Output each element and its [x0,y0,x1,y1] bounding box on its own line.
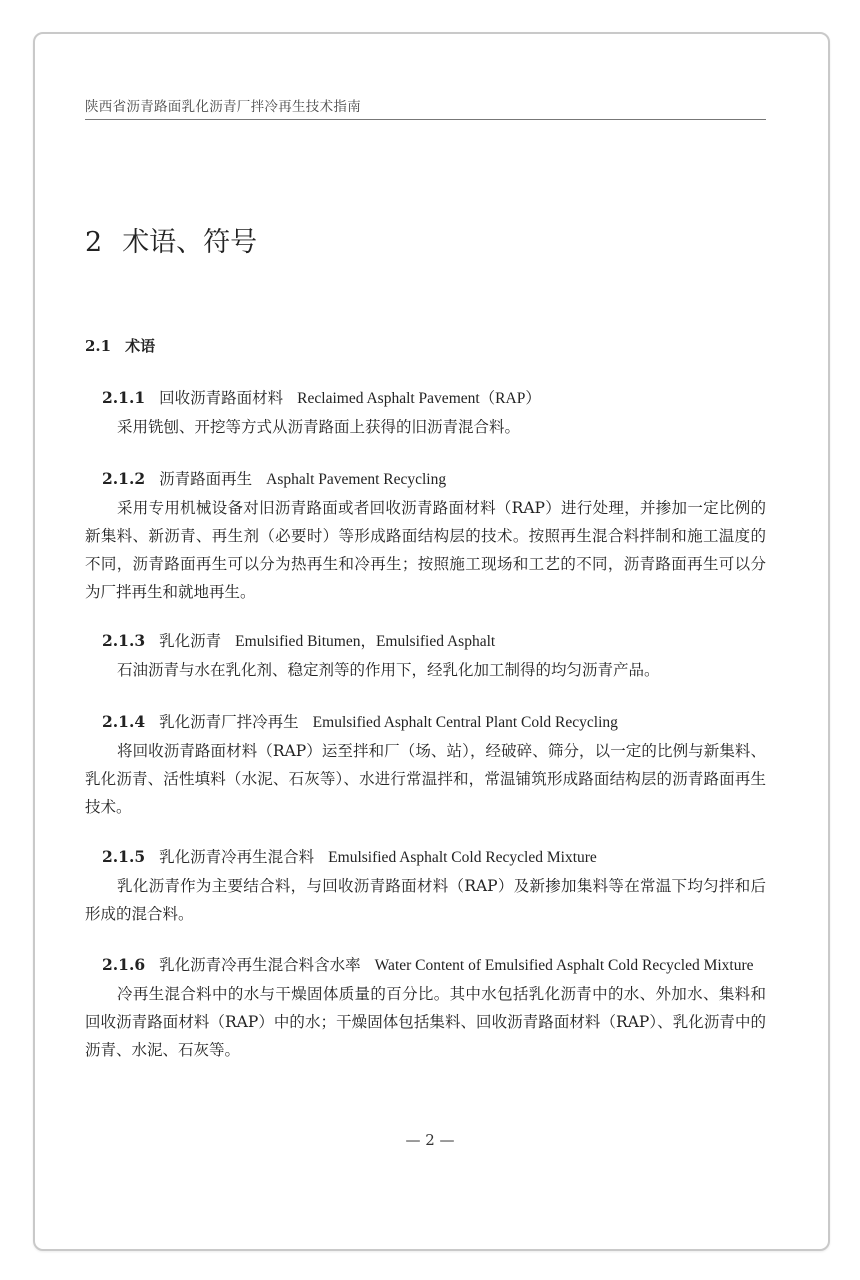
term-entry [85,708,766,821]
term-definition: 冷再生混合料中的水与干燥固体质量的百分比。其中水包括乳化沥青中的水、外加水、集料和回收沥青路面材料（RAP）中的水；干燥固体包括集料、回收沥青路面材料（RAP）、乳化沥青中的沥青、水泥、石灰等。 [85,985,766,1059]
term-english: Emulsified Bitumen，Emulsified Asphalt [235,633,496,650]
term-heading [85,465,766,494]
term-number: 2.1.6 [102,955,146,974]
term-english: Emulsified Asphalt Cold Recycled Mixture [328,849,597,866]
term-english: Water Content of Emulsified Asphalt Cold Recycled Mixture [374,957,754,974]
term-chinese: 回收沥青路面材料 [159,389,284,407]
term-heading [85,384,766,413]
term-number: 2.1.1 [102,388,146,407]
term-entry [85,951,766,1064]
term-definition: 石油沥青与水在乳化剂、稳定剂等的作用下，经乳化加工制得的均匀沥青产品。 [117,661,660,679]
term-chinese: 沥青路面再生 [159,470,253,488]
term-heading [85,708,766,737]
term-chinese: 乳化沥青 [159,632,222,650]
term-entry [85,465,766,606]
term-entry [85,384,766,441]
term-entry [85,627,766,684]
term-chinese: 乳化沥青冷再生混合料含水率 [159,956,361,974]
term-number: 2.1.2 [102,469,146,488]
term-chinese: 乳化沥青厂拌冷再生 [159,713,299,731]
section-number: 2.1 [85,337,112,355]
running-header: 陕西省沥青路面乳化沥青厂拌冷再生技术指南 [85,99,361,115]
term-english: Emulsified Asphalt Central Plant Cold Recycling [312,714,618,731]
chapter-number: 2 [85,227,103,258]
term-definition: 采用铣刨、开挖等方式从沥青路面上获得的旧沥青混合料。 [117,418,521,436]
term-english: Asphalt Pavement Recycling [266,471,447,488]
term-heading [85,627,766,656]
chapter-title [85,220,257,259]
term-definition: 将回收沥青路面材料（RAP）运至拌和厂（场、站），经破碎、筛分，以一定的比例与新集料、乳化沥青、活性填料（水泥、石灰等）、水进行常温拌和，常温铺筑形成路面结构层的沥青路面再生技术。 [85,742,766,816]
term-number: 2.1.5 [102,847,146,866]
term-heading [85,843,766,872]
section-title [85,335,155,356]
term-number: 2.1.3 [102,631,146,650]
term-heading [85,951,766,980]
header-rule [85,119,766,120]
section-title-text: 术语 [125,337,156,355]
chapter-title-text: 术语、符号 [122,227,258,258]
term-number: 2.1.4 [102,712,146,731]
term-definition: 乳化沥青作为主要结合料，与回收沥青路面材料（RAP）及新掺加集料等在常温下均匀拌和后形成的混合料。 [85,877,766,923]
term-entry [85,843,766,928]
term-chinese: 乳化沥青冷再生混合料 [159,848,315,866]
page-number: — 2 — [405,1131,455,1149]
term-definition: 采用专用机械设备对旧沥青路面或者回收沥青路面材料（RAP）进行处理，并掺加一定比例的新集料、新沥青、再生剂（必要时）等形成路面结构层的技术。按照再生混合料拌制和施工温度的不同，沥青路面再生可以分为热再生和冷再生；按照施工现场和工艺的不同，沥青路面再生可以分为厂拌再生和就地再生。 [85,499,766,601]
term-english: Reclaimed Asphalt Pavement（RAP） [297,390,541,407]
